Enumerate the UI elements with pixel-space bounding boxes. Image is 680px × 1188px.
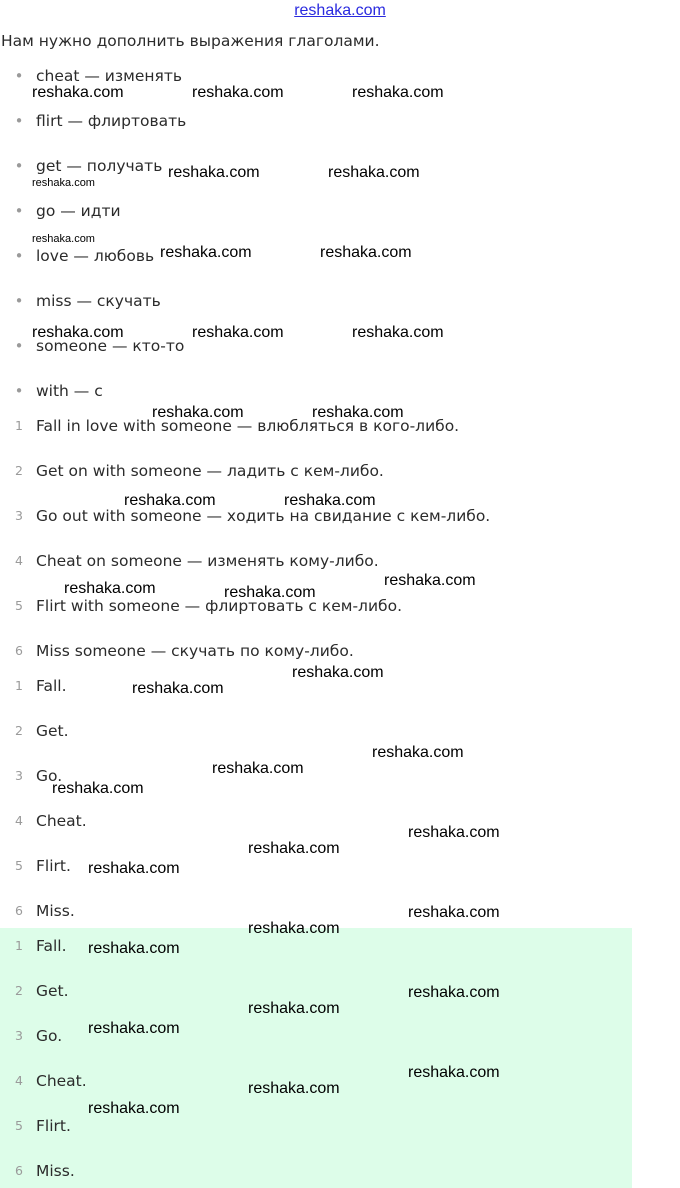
list-item-text: Fall in love with someone — влюбляться в кого-либо.	[36, 417, 460, 435]
watermark: reshaka.com	[88, 860, 180, 877]
list-item-text: Flirt.	[36, 857, 71, 875]
watermark: reshaka.com	[88, 940, 180, 957]
list-number: 6	[15, 643, 23, 658]
list-number: 2	[15, 983, 23, 998]
watermark: reshaka.com	[248, 920, 340, 937]
list-item-text: flirt — флиртовать	[36, 112, 187, 130]
list-item-text: Go out with someone — ходить на свидание с кем-либо.	[36, 507, 491, 525]
watermark: reshaka.com	[32, 233, 95, 245]
watermark: reshaka.com	[212, 760, 304, 777]
list-number: 3	[15, 768, 23, 783]
list-item-text: Cheat.	[36, 1072, 87, 1090]
bullet-icon: •	[14, 67, 24, 85]
watermark: reshaka.com	[224, 584, 316, 601]
list-item-text: miss — скучать	[36, 292, 161, 310]
watermark: reshaka.com	[192, 84, 284, 101]
watermark: reshaka.com	[292, 664, 384, 681]
list-item-text: Go.	[36, 1027, 63, 1045]
watermark: reshaka.com	[32, 177, 95, 189]
list-number: 4	[15, 553, 23, 568]
list-number: 6	[15, 903, 23, 918]
list-item-text: Flirt with someone — флиртовать с кем-либо.	[36, 597, 402, 615]
highlighted-answer-block	[0, 928, 632, 1188]
watermark: reshaka.com	[168, 164, 260, 181]
list-item-text: Cheat on someone — изменять кому-либо.	[36, 552, 379, 570]
watermark: reshaka.com	[408, 824, 500, 841]
watermark: reshaka.com	[352, 324, 444, 341]
watermark: reshaka.com	[52, 780, 144, 797]
list-item-text: go — идти	[36, 202, 121, 220]
watermark: reshaka.com	[160, 244, 252, 261]
bullet-icon: •	[14, 337, 24, 355]
list-item-text: Miss someone — скучать по кому-либо.	[36, 642, 354, 660]
watermark: reshaka.com	[248, 1080, 340, 1097]
list-item-text: Go.	[36, 767, 63, 785]
watermark: reshaka.com	[384, 572, 476, 589]
watermark: reshaka.com	[372, 744, 464, 761]
watermark: reshaka.com	[408, 984, 500, 1001]
watermark: reshaka.com	[248, 840, 340, 857]
watermark: reshaka.com	[132, 680, 224, 697]
list-item-text: Fall.	[36, 937, 67, 955]
bullet-icon: •	[14, 112, 24, 130]
list-item-text: cheat — изменять	[36, 67, 182, 85]
watermark: reshaka.com	[352, 84, 444, 101]
bullet-icon: •	[14, 382, 24, 400]
watermark: reshaka.com	[408, 1064, 500, 1081]
watermark: reshaka.com	[192, 324, 284, 341]
watermark: reshaka.com	[88, 1100, 180, 1117]
watermark: reshaka.com	[320, 244, 412, 261]
site-header-link[interactable]: reshaka.com	[294, 2, 386, 19]
list-number: 6	[15, 1163, 23, 1178]
watermark: reshaka.com	[312, 404, 404, 421]
list-number: 2	[15, 463, 23, 478]
watermark: reshaka.com	[32, 84, 124, 101]
bullet-icon: •	[14, 292, 24, 310]
list-item-text: get — получать	[36, 157, 163, 175]
watermark: reshaka.com	[88, 1020, 180, 1037]
watermark: reshaka.com	[328, 164, 420, 181]
list-number: 3	[15, 508, 23, 523]
list-number: 5	[15, 1118, 23, 1133]
list-item-text: someone — кто-то	[36, 337, 185, 355]
list-number: 4	[15, 1073, 23, 1088]
intro-text: Нам нужно дополнить выражения глаголами.	[1, 32, 380, 50]
list-item-text: Miss.	[36, 902, 75, 920]
list-item-text: Get.	[36, 722, 69, 740]
bullet-icon: •	[14, 202, 24, 220]
list-number: 1	[15, 418, 23, 433]
list-number: 2	[15, 723, 23, 738]
list-item-text: Flirt.	[36, 1117, 71, 1135]
list-item-text: Get on with someone — ладить с кем-либо.	[36, 462, 384, 480]
list-item-text: Fall.	[36, 677, 67, 695]
list-item-text: with — с	[36, 382, 103, 400]
list-item-text: Cheat.	[36, 812, 87, 830]
watermark: reshaka.com	[284, 492, 376, 509]
list-number: 1	[15, 938, 23, 953]
list-number: 3	[15, 1028, 23, 1043]
watermark: reshaka.com	[408, 904, 500, 921]
list-number: 1	[15, 678, 23, 693]
watermark: reshaka.com	[124, 492, 216, 509]
watermark: reshaka.com	[152, 404, 244, 421]
list-number: 4	[15, 813, 23, 828]
watermark: reshaka.com	[32, 324, 124, 341]
list-item-text: Get.	[36, 982, 69, 1000]
watermark: reshaka.com	[248, 1000, 340, 1017]
list-number: 5	[15, 598, 23, 613]
list-item-text: love — любовь	[36, 247, 155, 265]
bullet-icon: •	[14, 247, 24, 265]
list-number: 5	[15, 858, 23, 873]
watermark: reshaka.com	[64, 580, 156, 597]
list-item-text: Miss.	[36, 1162, 75, 1180]
bullet-icon: •	[14, 157, 24, 175]
